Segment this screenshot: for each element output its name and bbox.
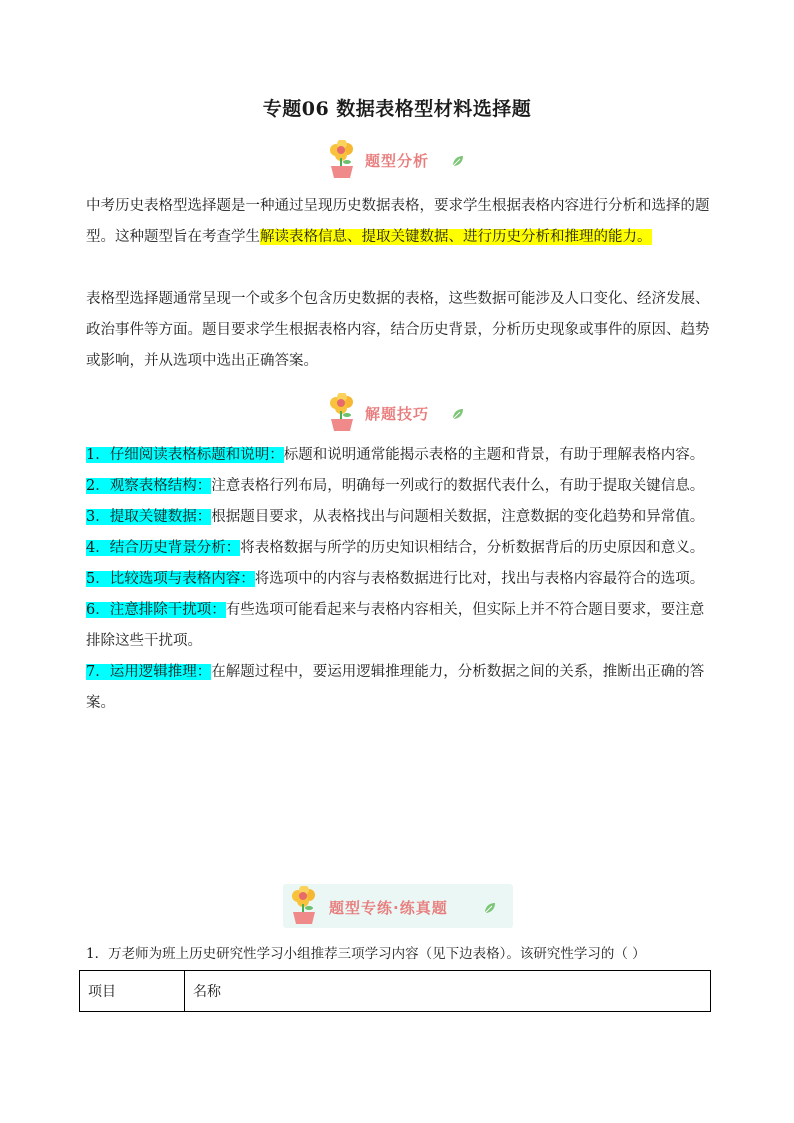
tip-text: 有些选项可能看起来与表格内容相关，但实际上并不符合题目要求，要注意排除这些干扰项。 <box>86 602 705 649</box>
tip-text: 在解题过程中，要运用逻辑推理能力，分析数据之间的关系，推断出正确的答案。 <box>86 664 705 711</box>
analysis-paragraph-2: 表格型选择题通常呈现一个或多个包含历史数据的表格，这些数据可能涉及人口变化、经济发展、政治事件等方面。题目要求学生根据表格内容，结合历史背景，分析历史现象或事件的原因、趋势或影响，并从选项中选出正确答案。 <box>86 291 710 369</box>
section-header-practice <box>283 884 513 928</box>
tip-label: 7．运用逻辑推理： <box>86 664 212 680</box>
tip-item <box>86 440 712 471</box>
flower-pot-icon <box>287 886 321 926</box>
tips-list <box>86 440 712 719</box>
section-header-analysis <box>325 140 465 180</box>
section-title: 题型专练·练真题 <box>329 899 448 917</box>
table-header-cell: 名称 <box>185 971 711 1012</box>
section-header-tips <box>325 393 465 433</box>
tip-item <box>86 502 712 533</box>
tip-label: 5．比较选项与表格内容： <box>86 571 255 587</box>
table-row <box>80 971 711 1012</box>
tip-label: 6．注意排除干扰项： <box>86 602 226 618</box>
tip-item <box>86 533 712 564</box>
tip-text: 标题和说明通常能揭示表格的主题和背景，有助于理解表格内容。 <box>283 447 705 463</box>
section-title: 题型分析 <box>365 152 430 170</box>
page-title: 专题06 数据表格型材料选择题 <box>262 98 532 120</box>
tip-label: 2．观察表格结构： <box>86 478 212 494</box>
question-table <box>79 970 711 1012</box>
flower-pot-icon <box>325 393 359 433</box>
leaf-icon <box>451 407 465 421</box>
tip-item <box>86 564 712 595</box>
table-header-cell: 项目 <box>80 971 185 1012</box>
tip-label: 1．仔细阅读表格标题和说明： <box>86 447 284 463</box>
tip-text: 将选项中的内容与表格数据进行比对，找出与表格内容最符合的选项。 <box>254 571 705 587</box>
flower-pot-icon <box>325 140 359 180</box>
leaf-icon <box>483 901 497 915</box>
tip-text: 注意表格行列布局，明确每一列或行的数据代表什么，有助于提取关键信息。 <box>211 478 705 494</box>
tip-text: 将表格数据与所学的历史知识相结合，分析数据背后的历史原因和意义。 <box>240 540 705 556</box>
section-title: 解题技巧 <box>365 405 430 423</box>
highlighted-text: 解读表格信息、提取关键数据、进行历史分析和推理的能力。 <box>260 229 652 245</box>
analysis-paragraph-1 <box>86 191 712 253</box>
tip-label: 3．提取关键数据： <box>86 509 212 525</box>
tip-item <box>86 657 712 719</box>
leaf-icon <box>451 154 465 168</box>
tip-label: 4．结合历史背景分析： <box>86 540 241 556</box>
question-text: 1．万老师为班上历史研究性学习小组推荐三项学习内容（见下边表格）。该研究性学习的（ ） <box>86 946 646 962</box>
analysis-text: 中考历史表格型选择题是一种通过呈现历史数据表格，要求学生根据表格内容进行分析和选择的题型。这种题型旨在考查学生 <box>86 198 710 245</box>
tip-text: 根据题目要求，从表格找出与问题相关数据，注意数据的变化趋势和异常值。 <box>211 509 705 525</box>
tip-item <box>86 595 712 657</box>
tip-item <box>86 471 712 502</box>
